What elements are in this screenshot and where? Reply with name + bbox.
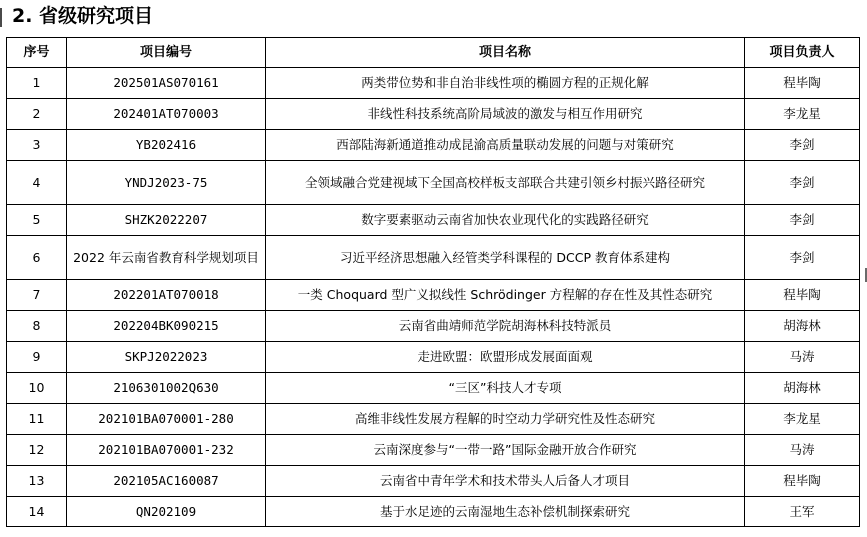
table-row <box>7 435 860 466</box>
cell-owner: 马涛 <box>745 342 860 373</box>
table-row <box>7 130 860 161</box>
header-name: 项目名称 <box>266 38 745 68</box>
cell-code: 2106301002Q630 <box>67 373 266 404</box>
cell-owner: 李剑 <box>745 205 860 236</box>
cell-seq: 10 <box>7 373 67 404</box>
table-row <box>7 99 860 130</box>
cell-code: 202101BA070001-232 <box>67 435 266 466</box>
cell-code: 202501AS070161 <box>67 68 266 99</box>
table-row <box>7 466 860 497</box>
cell-name: 云南省曲靖师范学院胡海林科技特派员 <box>266 311 745 342</box>
cell-name: 全领域融合党建视域下全国高校样板支部联合共建引领乡村振兴路径研究 <box>266 161 745 205</box>
table-row <box>7 205 860 236</box>
header-code: 项目编号 <box>67 38 266 68</box>
cell-name: 数字要素驱动云南省加快农业现代化的实践路径研究 <box>266 205 745 236</box>
cell-code: 2022 年云南省教育科学规划项目 <box>67 236 266 280</box>
cell-seq: 7 <box>7 280 67 311</box>
cell-name: 西部陆海新通道推动成昆渝高质量联动发展的问题与对策研究 <box>266 130 745 161</box>
cell-name: 走进欧盟：欧盟形成发展面面观 <box>266 342 745 373</box>
cell-seq: 3 <box>7 130 67 161</box>
cell-owner: 李龙星 <box>745 99 860 130</box>
cell-code: YNDJ2023-75 <box>67 161 266 205</box>
cell-seq: 5 <box>7 205 67 236</box>
cell-name: “三区”科技人才专项 <box>266 373 745 404</box>
heading-accent-bar <box>0 8 2 27</box>
cell-seq: 9 <box>7 342 67 373</box>
section-heading <box>0 0 867 33</box>
cell-code: 202201AT070018 <box>67 280 266 311</box>
cell-seq: 2 <box>7 99 67 130</box>
cell-owner: 李剑 <box>745 130 860 161</box>
cell-name: 习近平经济思想融入经管类学科课程的 DCCP 教育体系建构 <box>266 236 745 280</box>
cell-code: SHZK2022207 <box>67 205 266 236</box>
cell-name: 高维非线性发展方程解的时空动力学研究性及性态研究 <box>266 404 745 435</box>
header-owner: 项目负责人 <box>745 38 860 68</box>
cell-name: 基于水足迹的云南湿地生态补偿机制探索研究 <box>266 497 745 527</box>
section-title: 2. 省级研究项目 <box>12 5 154 27</box>
cell-code: 202101BA070001-280 <box>67 404 266 435</box>
table-row <box>7 342 860 373</box>
cell-seq: 13 <box>7 466 67 497</box>
table-header-row <box>7 38 860 68</box>
cell-code: YB202416 <box>67 130 266 161</box>
cell-seq: 1 <box>7 68 67 99</box>
cell-name: 一类 Choquard 型广义拟线性 Schrödinger 方程解的存在性及其性态研究 <box>266 280 745 311</box>
table-row <box>7 373 860 404</box>
cell-owner: 李龙星 <box>745 404 860 435</box>
table-row <box>7 68 860 99</box>
table-row <box>7 311 860 342</box>
cell-seq: 6 <box>7 236 67 280</box>
table-row <box>7 497 860 527</box>
cell-owner: 程毕陶 <box>745 466 860 497</box>
cell-name: 云南深度参与“一带一路”国际金融开放合作研究 <box>266 435 745 466</box>
table-row <box>7 236 860 280</box>
cell-owner: 程毕陶 <box>745 68 860 99</box>
cell-seq: 14 <box>7 497 67 527</box>
table-row <box>7 404 860 435</box>
cell-code: SKPJ2022023 <box>67 342 266 373</box>
cell-seq: 11 <box>7 404 67 435</box>
cell-owner: 胡海林 <box>745 311 860 342</box>
projects-table <box>6 37 860 527</box>
cell-name: 两类带位势和非自治非线性项的椭圆方程的正规化解 <box>266 68 745 99</box>
cell-code: 202105AC160087 <box>67 466 266 497</box>
table-row <box>7 161 860 205</box>
cell-code: QN202109 <box>67 497 266 527</box>
cell-owner: 王军 <box>745 497 860 527</box>
cell-seq: 12 <box>7 435 67 466</box>
cell-owner: 李剑 <box>745 161 860 205</box>
cell-name: 云南省中青年学术和技术带头人后备人才项目 <box>266 466 745 497</box>
cell-seq: 8 <box>7 311 67 342</box>
cell-owner: 马涛 <box>745 435 860 466</box>
cell-owner: 胡海林 <box>745 373 860 404</box>
header-seq: 序号 <box>7 38 67 68</box>
cell-seq: 4 <box>7 161 67 205</box>
cell-owner: 程毕陶 <box>745 280 860 311</box>
cell-name: 非线性科技系统高阶局域波的激发与相互作用研究 <box>266 99 745 130</box>
cell-code: 202401AT070003 <box>67 99 266 130</box>
cell-owner: 李剑 <box>745 236 860 280</box>
table-row <box>7 280 860 311</box>
cell-code: 202204BK090215 <box>67 311 266 342</box>
